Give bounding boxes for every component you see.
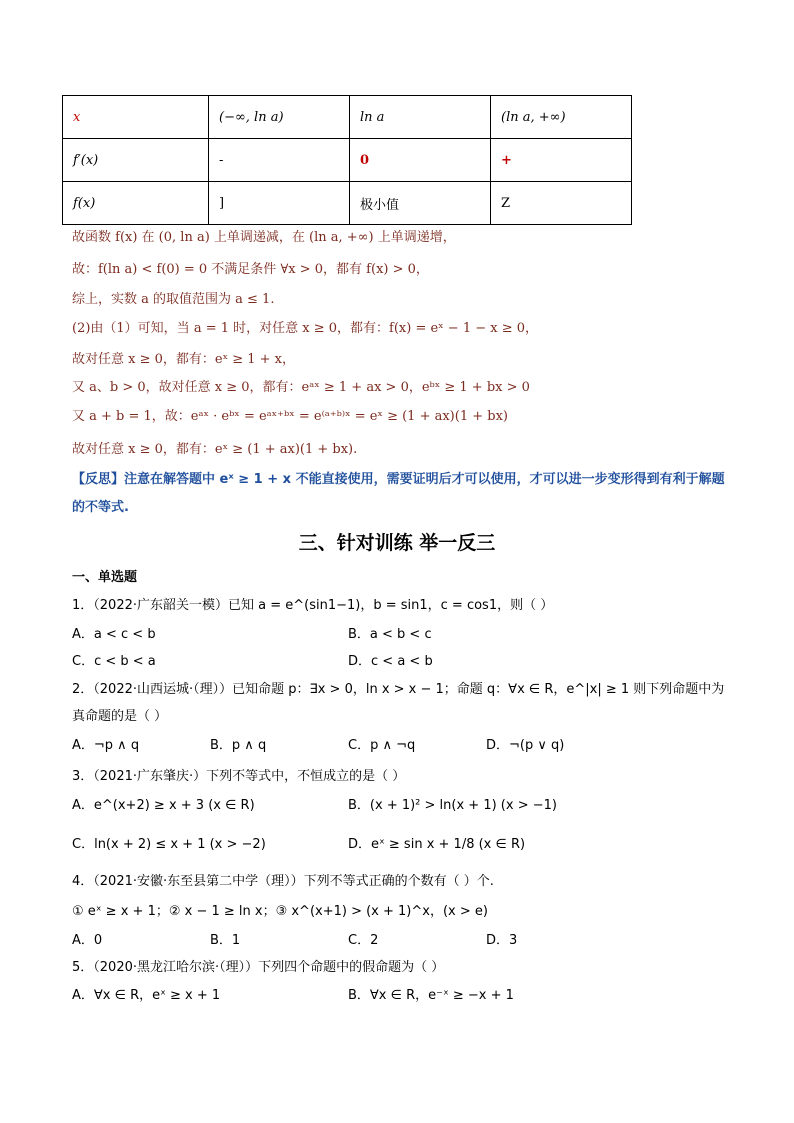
table-cell: ] [209, 182, 350, 225]
option-d: D．c < a < b [348, 654, 433, 669]
solution-line: 故：f(ln a) < f(0) = 0 不满足条件 ∀x > 0，都有 f(x) > 0， [72, 262, 429, 277]
section-title: 三、针对训练 举一反三 [298, 532, 496, 554]
table-cell: x [63, 96, 209, 139]
table-cell: ln a [350, 96, 491, 139]
option-d: D．eˣ ≥ sin x + 1/8 (x ∈ R) [348, 837, 526, 852]
option-a: A．e^(x+2) ≥ x + 3 (x ∈ R) [72, 798, 255, 813]
solution-line: 又 a、b > 0，故对任意 x ≥ 0，都有：eᵃˣ ≥ 1 + ax > 0，eᵇˣ ≥ 1 + bx > 0 [72, 380, 530, 395]
sign-table [62, 95, 632, 225]
table-cell: f(x) [63, 182, 209, 225]
table-row [63, 96, 632, 139]
option-a: A．a < c < b [72, 627, 156, 642]
table-cell: - [209, 139, 350, 182]
table-cell: 0 [350, 139, 491, 182]
option-c: C．c < b < a [72, 654, 156, 669]
solution-line: 综上，实数 a 的取值范围为 a ≤ 1. [72, 292, 275, 307]
solution-line: 故对任意 x ≥ 0，都有：eˣ ≥ (1 + ax)(1 + bx). [72, 442, 358, 457]
solution-line: 又 a + b = 1，故：eᵃˣ · eᵇˣ = eᵃˣ⁺ᵇˣ = e⁽ᵃ⁺ᵇ⁾ˣ = eˣ ≥ (1 + ax)(1 + bx) [72, 409, 508, 424]
table-cell: (ln a, +∞) [491, 96, 632, 139]
option-b: B．1 [210, 933, 241, 948]
table-row [63, 139, 632, 182]
option-c: C．p ∧ ¬q [348, 738, 416, 753]
option-d: D．¬(p ∨ q) [486, 738, 565, 753]
option-b: B．p ∧ q [210, 738, 267, 753]
option-b: B．a < b < c [348, 627, 432, 642]
question-stem: 5．（2020·黑龙江哈尔滨·（理））下列四个命题中的假命题为（ ） [72, 960, 445, 975]
option-b: B．(x + 1)² > ln(x + 1) (x > −1) [348, 798, 557, 813]
question-stem-cont: ① eˣ ≥ x + 1；② x − 1 ≥ ln x；③ x^(x+1) > (x + 1)^x，(x > e) [72, 904, 488, 919]
option-c: C．2 [348, 933, 379, 948]
option-c: C．ln(x + 2) ≤ x + 1 (x > −2) [72, 837, 266, 852]
table-row [63, 182, 632, 225]
table-cell: 极小值 [350, 182, 491, 225]
solution-line: 故对任意 x ≥ 0，都有：eˣ ≥ 1 + x， [72, 352, 296, 367]
option-a: A．0 [72, 933, 103, 948]
reflection-tag: 【反思】 [72, 472, 125, 487]
option-d: D．3 [486, 933, 518, 948]
table-cell: f′(x) [63, 139, 209, 182]
reflection-note [72, 466, 732, 522]
question-stem: 3．（2021·广东肇庆·）下列不等式中，不恒成立的是（ ） [72, 769, 406, 784]
table-cell: (−∞, ln a) [209, 96, 350, 139]
question-stem: 2．（2022·山西运城·（理））已知命题 p：∃x > 0，ln x > x − 1；命题 q：∀x ∈ R，e^|x| ≥ 1 则下列命题中为 [72, 682, 725, 697]
option-a: A．∀x ∈ R，eˣ ≥ x + 1 [72, 988, 221, 1003]
subsection-heading: 一、单选题 [72, 570, 138, 585]
solution-line: (2)由（1）可知，当 a = 1 时，对任意 x ≥ 0，都有：f(x) = eˣ − 1 − x ≥ 0， [72, 321, 539, 336]
question-stem-cont: 真命题的是（ ） [72, 709, 168, 724]
option-b: B．∀x ∈ R，e⁻ˣ ≥ −x + 1 [348, 988, 514, 1003]
question-stem: 4．（2021·安徽·东至县第二中学（理））下列不等式正确的个数有（ ）个. [72, 874, 494, 889]
question-stem: 1．（2022·广东韶关一模）已知 a = e^(sin1−1)，b = sin1，c = cos1，则（ ） [72, 598, 554, 613]
option-a: A．¬p ∧ q [72, 738, 140, 753]
table-cell: + [491, 139, 632, 182]
solution-line: 故函数 f(x) 在 (0, ln a) 上单调递减，在 (ln a, +∞) 上单调递增， [72, 230, 456, 245]
table-cell: Z [491, 182, 632, 225]
reflection-text: 注意在解答题中 eˣ ≥ 1 + x 不能直接使用，需要证明后才可以使用，才可以进一步变形得到有利于解题的不等式. [72, 472, 725, 515]
